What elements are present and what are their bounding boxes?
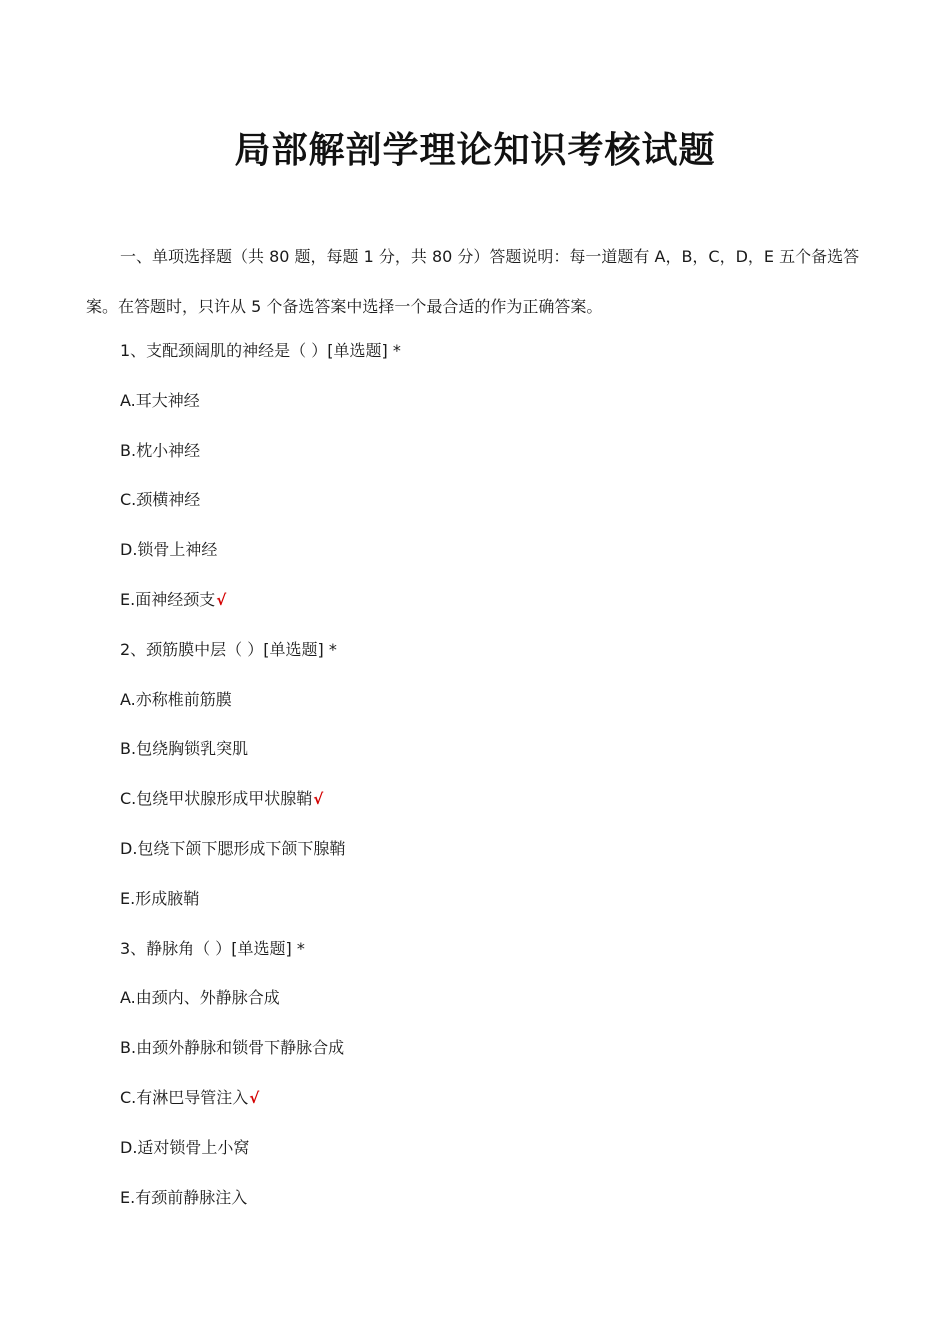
answer-option	[120, 475, 860, 525]
check-mark-icon: √	[249, 1088, 260, 1107]
question-stem: 1、支配颈阔肌的神经是（ ）[单选题] *	[120, 341, 401, 360]
answer-option	[120, 973, 860, 1023]
answer-option	[120, 824, 860, 874]
answer-option	[120, 1023, 860, 1073]
question-stem: 3、静脉角（ ）[单选题] *	[120, 938, 305, 958]
question-stem: 2、颈筋膜中层（ ）[单选题] *	[120, 639, 337, 659]
answer-option	[120, 1173, 860, 1223]
option-text: B.包绕胸锁乳突肌	[120, 739, 249, 759]
answer-option-correct	[120, 774, 860, 824]
option-text: A.耳大神经	[120, 390, 200, 410]
document-title: 局部解剖学理论知识考核试题	[234, 130, 716, 171]
option-text: A.亦称椎前筋膜	[120, 689, 232, 709]
check-mark-icon: √	[216, 590, 227, 609]
check-mark-icon: √	[313, 790, 324, 809]
answer-option	[120, 724, 860, 774]
option-text: D.适对锁骨上小窝	[120, 1137, 250, 1157]
answer-option	[120, 426, 860, 476]
option-text: C.颈横神经	[120, 490, 201, 510]
option-text: B.枕小神经	[120, 440, 201, 460]
option-text: D.包绕下颌下腮形成下颌下腺鞘	[120, 838, 346, 858]
answer-option	[120, 675, 860, 725]
option-text: E.形成腋鞘	[120, 888, 200, 908]
option-text: C.包绕甲状腺形成甲状腺鞘	[120, 789, 313, 809]
question-list	[120, 326, 860, 1222]
answer-option	[120, 874, 860, 924]
option-text: E.面神经颈支	[120, 589, 216, 609]
section-instructions: 一、单项选择题（共 80 题，每题 1 分，共 80 分）答题说明：每一道题有 A，B，C，D，E 五个备选答案。在答题时，只许从 5 个备选答案中选择一个最合适的作为正确答案。	[86, 247, 860, 316]
option-text: A.由颈内、外静脉合成	[120, 988, 280, 1008]
answer-option-correct	[120, 575, 860, 625]
answer-option	[120, 1123, 860, 1173]
answer-option-correct	[120, 1073, 860, 1123]
option-text: C.有淋巴导管注入	[120, 1087, 249, 1107]
answer-option	[120, 525, 860, 575]
option-text: D.锁骨上神经	[120, 540, 218, 560]
option-text: E.有颈前静脉注入	[120, 1187, 248, 1207]
answer-option	[120, 376, 860, 426]
option-text: B.由颈外静脉和锁骨下静脉合成	[120, 1038, 345, 1058]
